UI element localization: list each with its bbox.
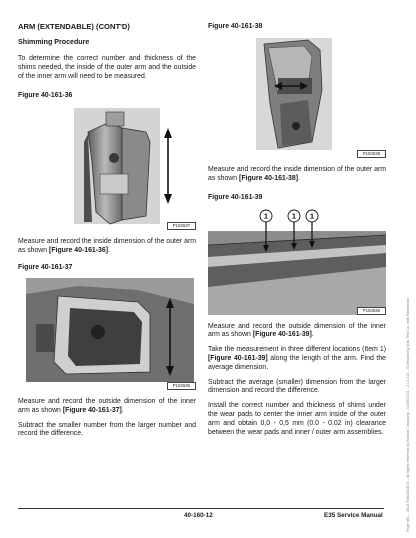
measure-inner-right-paragraph: Measure and record the outside dimension of the inner arm as shown [Figure 40-161-39]. bbox=[208, 322, 386, 339]
figure-39-ref-2: [Figure 40-161-39] bbox=[208, 354, 268, 362]
figure-37-code: P103635 bbox=[167, 382, 196, 390]
figure-36-image bbox=[18, 102, 196, 230]
subtract-average-paragraph: Subtract the average (smaller) dimension from the larger dimension and record the difference. bbox=[208, 378, 386, 395]
manual-title: E35 Service Manual bbox=[324, 512, 383, 519]
footer-rule bbox=[18, 508, 384, 509]
figure-37-label: Figure 40-161-37 bbox=[18, 263, 73, 271]
figure-37-ref: [Figure 40-161-37] bbox=[62, 406, 122, 414]
figure-36-ref: [Figure 40-161-36] bbox=[49, 247, 109, 255]
section-heading: ARM (EXTENDABLE) (CONT'D) bbox=[18, 22, 130, 31]
procedure-heading: Shimming Procedure bbox=[18, 38, 90, 46]
figure-36-code: P103637 bbox=[167, 222, 196, 230]
inner-arm-side-illustration bbox=[208, 205, 386, 315]
side-watermark-text: Page 681 - 2018 9360302E15 - All rights reserved by Bobcat Company - 01/06/2021 - 21:14:01 - Extended by Bob Test Co. with Watermark bbox=[406, 297, 410, 532]
outer-arm-top-illustration bbox=[208, 34, 386, 158]
left-column bbox=[18, 22, 196, 439]
figure-38-label: Figure 40-161-38 bbox=[208, 23, 263, 30]
figure-39-label: Figure 40-161-39 bbox=[208, 193, 263, 201]
page-number: 40-160-12 bbox=[184, 512, 213, 519]
measure-outer-right-paragraph: Measure and record the inside dimension of the outer arm as shown [Figure 40-161-38]. bbox=[208, 166, 386, 182]
install-shims-paragraph: Install the correct number and thickness of shims under the wear pads to center the inner arm inside of the outer arm and obtain 0,0 - 0,5 mm (0.0 - 0.02 in) clearance between the wear pads and inner / outer arm assemblies. bbox=[208, 402, 386, 436]
intro-paragraph: To determine the correct number and thickness of the shims needed, the inside of the outer arm and the outside of the inner arm will need to be measured. bbox=[18, 55, 196, 80]
outer-arm-illustration bbox=[18, 102, 196, 230]
subtract-paragraph: Subtract the smaller number from the larger number and record the difference. bbox=[18, 421, 196, 438]
figure-39-ref: [Figure 40-161-39] bbox=[252, 331, 312, 339]
measure-outer-paragraph: Measure and record the inside dimension of the outer arm as shown [Figure 40-161-36]. bbox=[18, 238, 196, 255]
figure-38-ref: [Figure 40-161-38] bbox=[239, 174, 299, 182]
callout-1c: 1 bbox=[310, 213, 314, 221]
right-column bbox=[208, 22, 386, 437]
figure-37-image bbox=[18, 274, 196, 390]
figure-36-label: Figure 40-161-36 bbox=[18, 92, 73, 100]
take-measurement-paragraph: Take the measurement in three different locations (Item 1) [Figure 40-161-39] along the length of the arm. Find the average dimension. bbox=[208, 346, 386, 371]
callout-1a: 1 bbox=[264, 213, 268, 221]
figure-38-code: P103638 bbox=[357, 150, 386, 158]
inner-arm-illustration bbox=[18, 274, 196, 390]
side-watermark bbox=[399, 244, 408, 534]
figure-39-image bbox=[208, 205, 386, 315]
figure-38-image bbox=[208, 34, 386, 158]
figure-39-code: P103636 bbox=[357, 307, 386, 315]
callout-1b: 1 bbox=[292, 213, 296, 221]
measure-inner-paragraph: Measure and record the outside dimension of the inner arm as shown [Figure 40-161-37]. bbox=[18, 397, 196, 414]
